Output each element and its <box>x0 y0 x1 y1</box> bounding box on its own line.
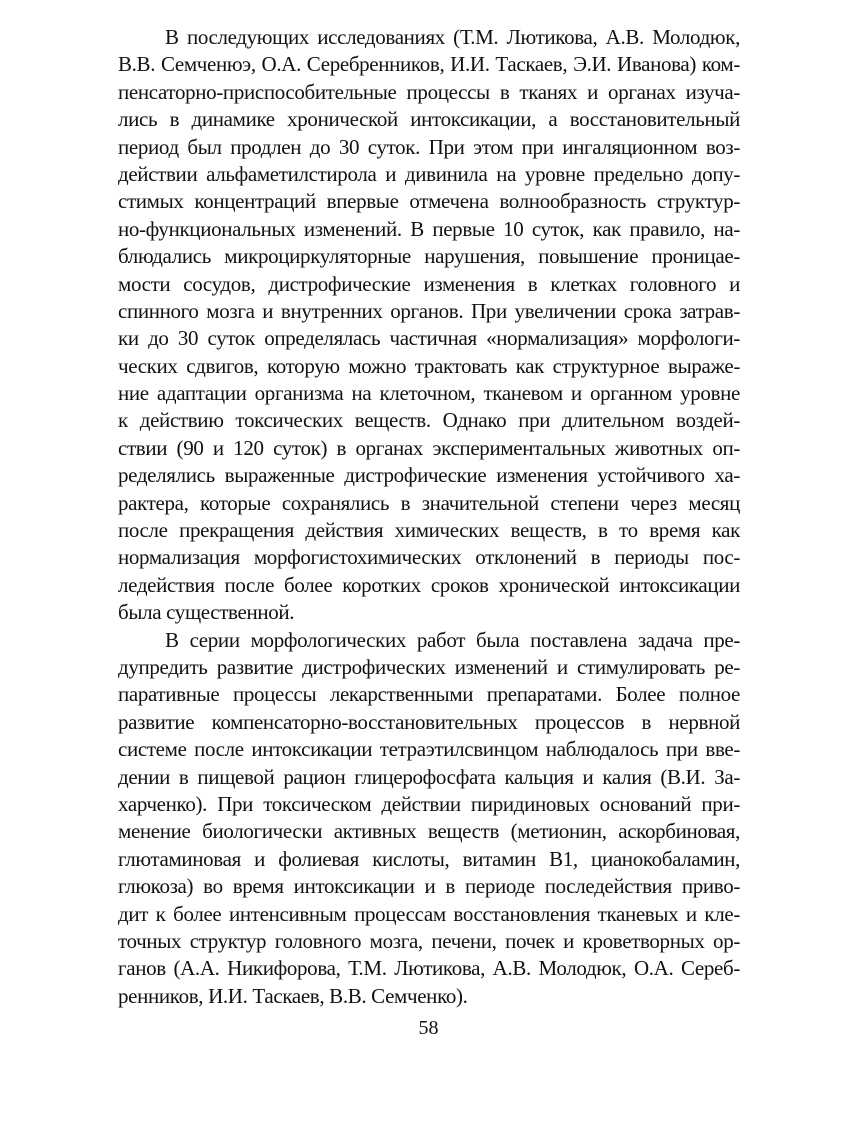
text-line: В серии морфологических работ была поставлена задача пре- <box>165 627 740 652</box>
text-line: точных структур головного мозга, печени, почек и кроветворных ор- <box>118 928 740 953</box>
text-line: системе после интоксикации тетраэтилсвинцом наблюдалось при вве- <box>118 737 740 762</box>
text-line: пенсаторно-приспособительные процессы в тканях и органах изуча- <box>118 79 740 104</box>
text-line: мости сосудов, дистрофические изменения в клетках головного и <box>118 271 740 296</box>
text-line: дупредить развитие дистрофических изменений и стимулировать ре- <box>118 654 740 679</box>
text-line: действии альфаметилстирола и дивинила на уровне предельно допу- <box>118 161 740 186</box>
text-line: но-функциональных изменений. В первые 10 суток, как правило, на- <box>118 216 740 241</box>
text-line: ганов (А.А. Никифорова, Т.М. Лютикова, А.В. Молодюк, О.А. Сереб- <box>118 956 740 981</box>
text-line: после прекращения действия химических веществ, в то время как <box>118 518 740 543</box>
text-line: блюдались микроциркуляторные нарушения, повышение проницае- <box>118 244 740 269</box>
text-line: лись в динамике хронической интоксикации, а восстановительный <box>118 107 740 132</box>
text-line: дении в пищевой рацион глицерофосфата кальция и калия (В.И. За- <box>118 764 740 789</box>
text-line: ледействия после более коротких сроков хронической интоксикации <box>118 572 740 597</box>
text-line: харченко). При токсическом действии пиридиновых оснований при- <box>118 791 740 816</box>
text-line: ренников, И.И. Таскаев, В.В. Семченко). <box>118 983 468 1008</box>
paragraph-1 <box>118 24 740 627</box>
text-line: В.В. Семченюэ, О.А. Серебренников, И.И. Таскаев, Э.И. Иванова) ком- <box>118 52 740 77</box>
text-line: ки до 30 суток определялась частичная «нормализация» морфологи- <box>118 326 740 351</box>
text-line: была существенной. <box>118 600 295 625</box>
text-line: рактера, которые сохранялись в значительной степени через месяц <box>118 490 740 515</box>
page-number: 58 <box>418 1017 439 1039</box>
text-line: спинного мозга и внутренних органов. При увеличении срока затрав- <box>118 298 740 323</box>
text-line: стимых концентраций впервые отмечена волнообразность структур- <box>118 189 740 214</box>
text-line: дит к более интенсивным процессам восстановления тканевых и кле- <box>118 901 740 926</box>
text-line: нормализация морфогистохимических отклонений в периоды пос- <box>118 545 740 570</box>
text-line: глюкоза) во время интоксикации и в периоде последействия приво- <box>118 874 740 899</box>
text-line: паративные процессы лекарственными препаратами. Более полное <box>118 682 740 707</box>
text-line: ние адаптации организма на клеточном, тканевом и органном уровне <box>118 381 740 406</box>
text-line: глютаминовая и фолиевая кислоты, витамин В1, цианокобаламин, <box>118 846 740 871</box>
text-line: ствии (90 и 120 суток) в органах экспериментальных животных оп- <box>118 435 740 460</box>
body-text <box>118 24 740 1010</box>
paragraph-2 <box>118 627 740 1010</box>
text-line: В последующих исследованиях (Т.М. Лютикова, А.В. Молодюк, <box>165 25 740 49</box>
text-line: ческих сдвигов, которую можно трактовать как структурное выраже- <box>118 353 740 378</box>
text-line: менение биологически активных веществ (метионин, аскорбиновая, <box>118 819 740 844</box>
text-line: период был продлен до 30 суток. При этом при ингаляционном воз- <box>118 134 740 159</box>
text-line: развитие компенсаторно-восстановительных процессов в нервной <box>118 709 740 734</box>
text-line: к действию токсических веществ. Однако при длительном воздей- <box>118 408 740 433</box>
text-line: ределялись выраженные дистрофические изменения устойчивого ха- <box>118 463 740 488</box>
